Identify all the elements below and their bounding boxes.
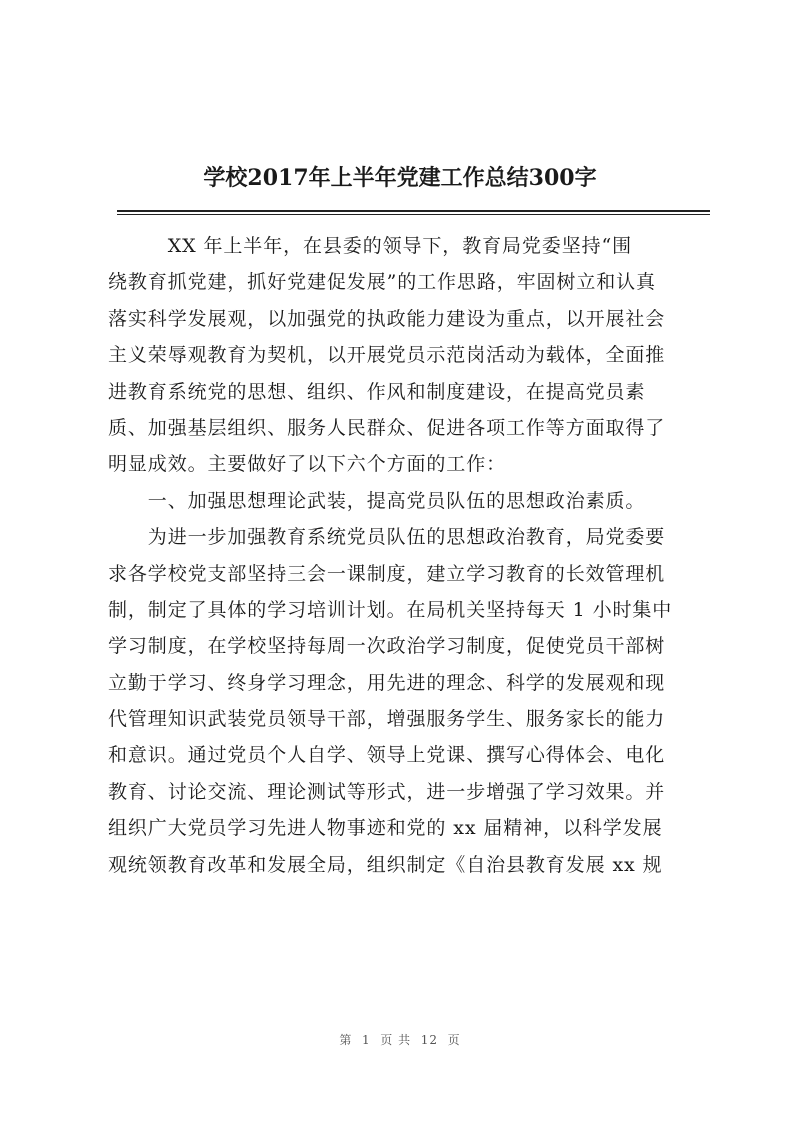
document-body [108,228,712,883]
body-line: 观统领教育改革和发展全局，组织制定《自治县教育发展 xx 规 [108,853,663,876]
body-line: 学习制度，在学校坚持每周一次政治学习制度，促使党员干部树 [108,635,666,658]
title-divider [117,210,710,212]
body-line: 和意识。通过党员个人自学、领导上党课、撰写心得体会、电化 [108,744,666,767]
body-line: 组织广大党员学习先进人物事迹和党的 xx 届精神，以科学发展 [108,817,663,840]
body-line: 立勤于学习、终身学习理念，用先进的理念、科学的发展观和现 [108,671,666,694]
body-line: 绕教育抓党建，抓好党建促发展”的工作思路，牢固树立和认真 [108,271,656,294]
body-line: 进教育系统党的思想、组织、作风和制度建设，在提高党员素 [108,380,646,403]
body-line: 制，制定了具体的学习培训计划。在局机关坚持每天 1 小时集中 [108,598,673,621]
body-line: 质、加强基层组织、服务人民群众、促进各项工作等方面取得了 [108,416,666,439]
body-line: 落实科学发展观，以加强党的执政能力建设为重点，以开展社会 [108,307,666,330]
body-line: 主义荣辱观教育为契机，以开展党员示范岗活动为载体，全面推 [108,344,666,367]
section-heading: 一、加强思想理论武装，提高党员队伍的思想政治素质。 [108,489,646,512]
title-divider-thin [117,214,710,215]
page-footer: 第 1 页 共 12 页 [339,1033,461,1047]
body-line: XX 年上半年，在县委的领导下，教育局党委坚持“围 [108,235,633,257]
body-line: 明显成效。主要做好了以下六个方面的工作： [108,453,507,476]
body-line: 教育、讨论交流、理论测试等形式，进一步增强了学习效果。并 [108,780,666,803]
document-title: 学校2017年上半年党建工作总结300字 [203,165,597,191]
body-line: 代管理知识武装党员领导干部，增强服务学生、服务家长的能力 [108,708,666,731]
body-line: 求各学校党支部坚持三会一课制度，建立学习教育的长效管理机 [108,562,666,585]
body-line: 为进一步加强教育系统党员队伍的思想政治教育，局党委要 [108,526,666,549]
